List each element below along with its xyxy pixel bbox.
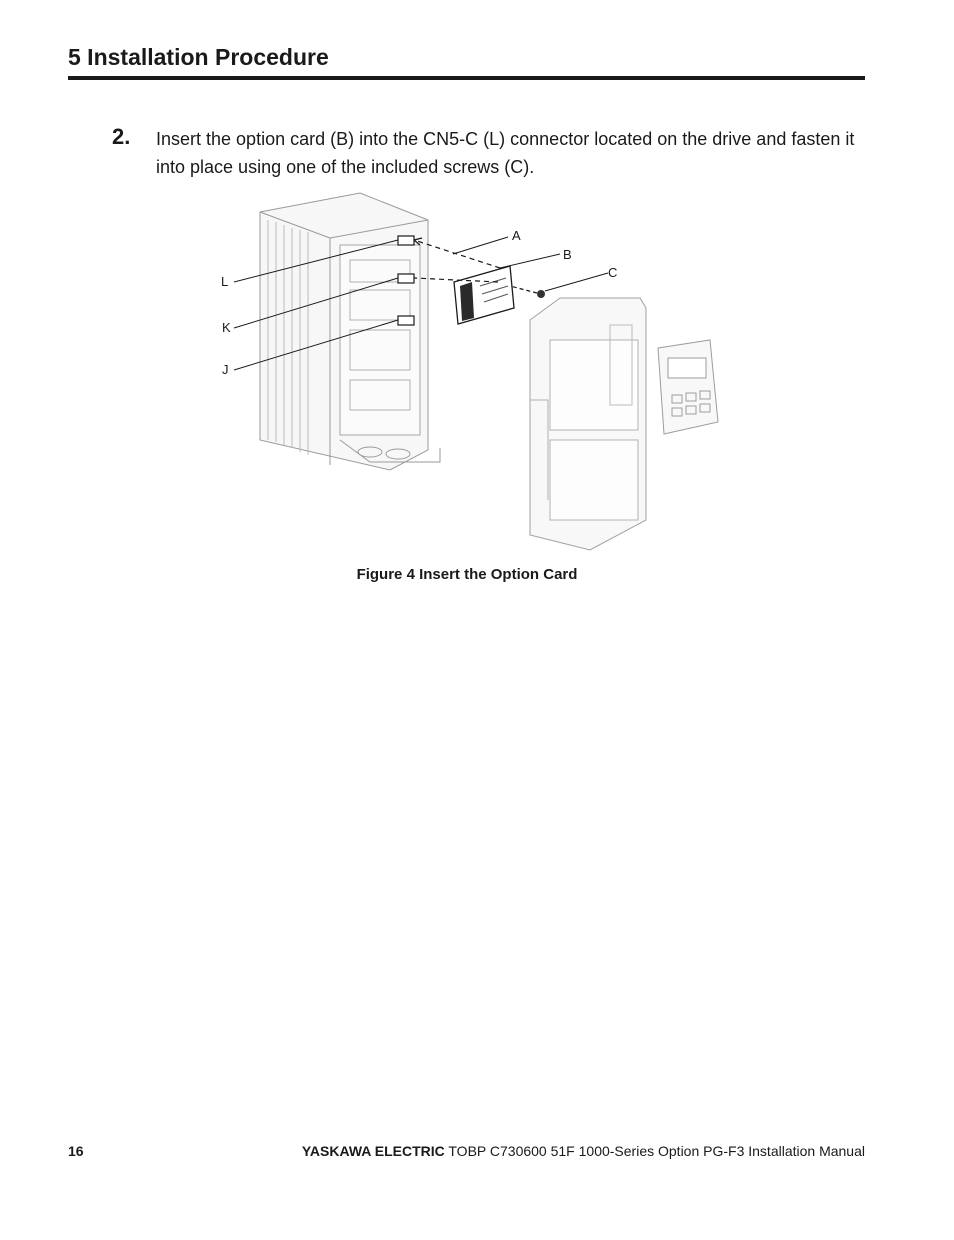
connector-k — [398, 274, 414, 283]
keypad-illustration — [658, 340, 718, 434]
section-title: 5 Installation Procedure — [68, 44, 329, 70]
callout-l: L — [221, 274, 229, 289]
footer-brand: YASKAWA ELECTRIC — [301, 1143, 445, 1159]
figure-insert-option-card — [210, 190, 730, 560]
callout-b: B — [563, 247, 572, 262]
step-number: 2. — [112, 124, 131, 149]
figure-caption: Figure 4 Insert the Option Card — [356, 566, 578, 583]
connector-j — [398, 316, 414, 325]
footer-doc-title: TOBP C730600 51F 1000-Series Option PG-F3 Installation Manual — [444, 1143, 865, 1159]
front-cover-illustration — [530, 298, 646, 550]
step-text: Insert the option card (B) into the CN5-C (L) connector located on the drive and fasten it into place using one of the included screws (C). — [156, 129, 855, 177]
drive-illustration — [260, 193, 440, 470]
callout-a: A — [512, 228, 521, 243]
callout-c: C — [608, 265, 618, 280]
callout-j: J — [222, 362, 229, 377]
option-card — [454, 266, 514, 324]
title-rule — [68, 76, 865, 80]
page-number: 16 — [68, 1143, 84, 1159]
connector-l — [398, 236, 414, 245]
screw-illustration — [537, 290, 545, 298]
callout-k: K — [222, 320, 231, 335]
footer-doc-info — [302, 1143, 865, 1159]
